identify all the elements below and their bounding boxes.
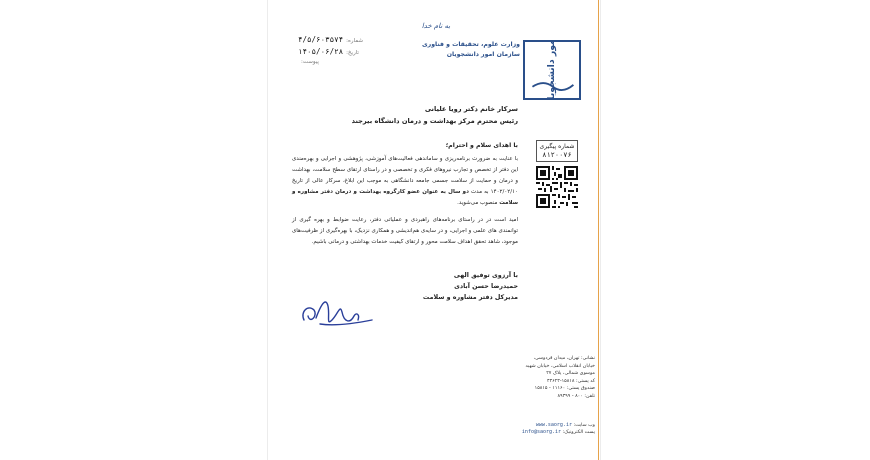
email-link[interactable]: info@saorg.ir (521, 429, 562, 435)
letter-meta (298, 35, 398, 71)
margin-line (598, 0, 599, 460)
logo-icon (525, 42, 579, 98)
date-label: تاریخ: (346, 50, 359, 56)
letter-page (268, 0, 600, 460)
logo-text: امور دانشجویان (545, 42, 557, 98)
organization-logo (523, 40, 581, 100)
website-link[interactable]: www.saorg.ir (535, 422, 572, 428)
phone: تلفن: ۸۰۰ - ۸۹۳۹۹ (557, 393, 595, 399)
date-value: ۱۴۰۵/۰۶/۲۸ (298, 47, 344, 56)
closing-block (388, 270, 518, 303)
recipient-name: سرکار خانم دکتر رویا علیانی (424, 105, 518, 113)
website-label: وب سایت: (573, 423, 595, 428)
paragraph-1-bold: دو سال به عنوان عضو کارگروه بهداشت و درمان دفتر مشاوره و سلامت (292, 189, 518, 206)
tracking-box (536, 140, 578, 162)
closing-wish: با آرزوی توفیق الهی (453, 272, 518, 279)
tracking-label: شماره پیگیری (539, 143, 575, 150)
letter-body (292, 140, 518, 254)
paragraph-1-end: منصوب می‌شوید. (457, 200, 498, 206)
organization-name: سازمان امور دانشجویان (446, 51, 520, 58)
ministry-name: وزارت علوم، تحقیقات و فناوری (421, 41, 520, 48)
recipient-title: رئیس محترم مرکز بهداشت و درمان دانشگاه بیرجند (351, 117, 518, 125)
basmala: به نام خدا (421, 22, 451, 30)
greeting: با اهدای سلام و احترام؛ (445, 142, 518, 149)
recipient-block (318, 103, 518, 127)
po-box: صندوق پستی: ۱۱۱۶۰ - ۱۵۸۱۵ (534, 386, 595, 391)
address: نشانی: تهران، میدان فردوسی، خیابان انقلاب اسلامی، خیابان شهید موسوی شمالی، پلاک ۲۷ (525, 356, 595, 376)
qr-code-icon (536, 166, 578, 208)
email-label: پست الکترونیک: (562, 430, 595, 435)
signer-name: حمیدرضا حسن آبادی (454, 283, 518, 290)
signer-title: مدیرکل دفتر مشاوره و سلامت (422, 294, 518, 301)
signature-image (298, 290, 378, 335)
tracking-number: ۸۱۲۰۰۷۶ (542, 151, 572, 159)
paragraph-1-text: با عنایت به ضرورت برنامه‌ریزی و ساماندهی فعالیت‌های آموزشی، پژوهشی و اجرایی و بهره‌مندی این دفتر از تخصص و تجارب نیروهای فکری و تخصصی و در راستای ارتقای سطح سلامت، بهداشت و درمان و حمایت از سلامت جسمی جامعه دانشگاهی به موجب این ابلاغ، سرکار عالی از تاریخ ۱۴۰۲/۰۲/۱۰ به مدت (292, 156, 518, 195)
paragraph-2: امید است در در راستای برنامه‌های راهبردی و عملیاتی دفتر، رعایت ضوابط و بهره گیری از توانمندی های علمی و اجرایی، و در سایه‌ی هم‌اندیشی و همکاری نزدیک، با بهره‌گیری از ظرفیت‌های موجود، شاهد تحقق اهداف سلامت محور و ارتقای کیفیت خدمات بهداشتی و درمانی باشیم. (292, 217, 518, 245)
number-label: شماره: (346, 38, 364, 44)
paragraph-1 (292, 154, 518, 209)
number-value: ۴/۵/۶۰۳۵۷۴ (298, 35, 344, 44)
ministry-header (390, 40, 520, 60)
attachment-label: پیوست: (301, 59, 319, 65)
postal-code: کد پستی: ۱۵۸۱۸-۴۳۶۲۳ (546, 378, 595, 384)
footer (520, 422, 595, 436)
contact-info (520, 355, 595, 400)
